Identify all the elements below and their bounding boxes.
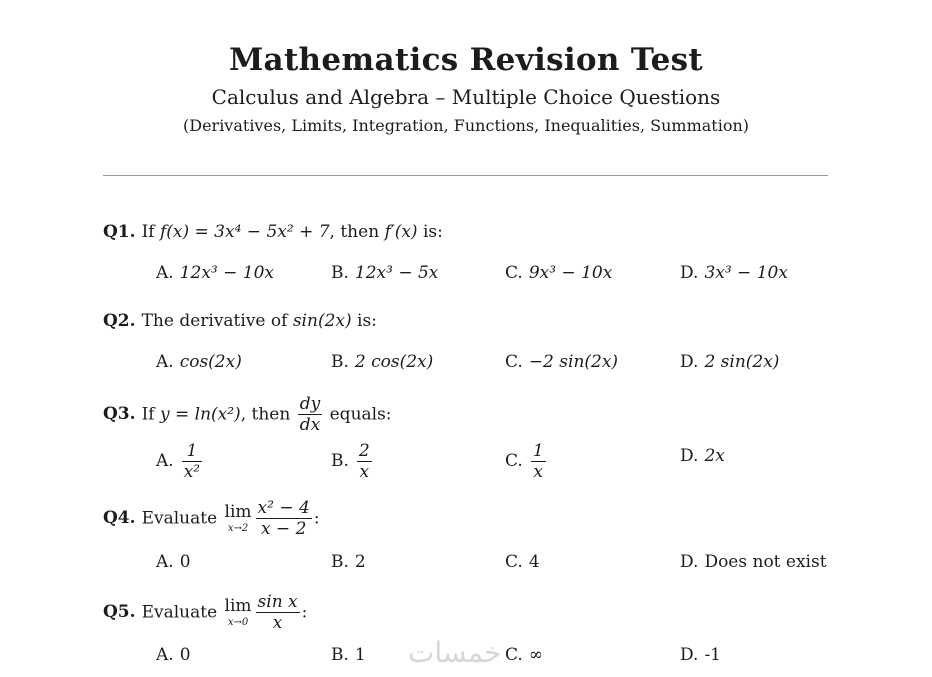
watermark: خمسات (408, 636, 502, 669)
option-label: B. (331, 263, 349, 283)
question-expression: f′(x) (384, 222, 418, 242)
option-b (331, 263, 438, 283)
option-a (156, 645, 191, 665)
question-text: is: (417, 222, 443, 242)
option-d (680, 263, 788, 283)
option-label: A. (156, 263, 174, 283)
option-fraction (357, 441, 372, 483)
option-label: C. (505, 552, 523, 572)
option-value: −2 sin(2x) (528, 352, 619, 372)
option-label: D. (680, 552, 699, 572)
option-value: cos(2x) (179, 352, 242, 372)
question-expression: y = ln(x²) (159, 404, 241, 425)
question-text: : (301, 602, 308, 623)
question-text: equals: (324, 404, 392, 425)
option-label: A. (156, 645, 174, 665)
option-label: D. (680, 263, 699, 283)
option-value: 12x³ − 10x (179, 263, 274, 283)
option-label: C. (505, 352, 523, 372)
limit-subscript: x→2 (227, 522, 249, 534)
page-subtitle: Calculus and Algebra – Multiple Choice Questions (211, 85, 721, 109)
fraction-denominator: x² (183, 462, 201, 483)
option-b (331, 645, 366, 665)
header-divider (103, 175, 828, 176)
question-text: : (313, 508, 320, 529)
question-number: Q5. (103, 602, 136, 623)
question-text: The derivative of (141, 311, 293, 331)
option-d (680, 552, 827, 572)
question-3 (103, 394, 392, 436)
fraction-numerator: sin x (257, 592, 298, 612)
option-value: 2 sin(2x) (704, 352, 780, 372)
question-text: Evaluate (141, 602, 223, 623)
question-4 (103, 498, 320, 540)
limit-operator (224, 595, 252, 628)
option-value: 2 (354, 552, 366, 572)
limit-word: lim (224, 501, 252, 522)
option-label: B. (331, 552, 349, 572)
option-value: -1 (704, 645, 721, 665)
question-text: , then (329, 222, 385, 242)
question-expression: sin(2x) (292, 311, 352, 331)
option-label: A. (156, 552, 174, 572)
question-number: Q2. (103, 311, 136, 331)
option-fraction (182, 441, 202, 483)
option-value: Does not exist (704, 552, 827, 572)
question-expression: f(x) = 3x⁴ − 5x² + 7 (159, 222, 330, 242)
fraction-denominator: x (272, 613, 283, 634)
fraction-denominator: dx (299, 415, 321, 436)
fraction-numerator: 2 (358, 441, 370, 461)
option-value: 12x³ − 5x (354, 263, 439, 283)
option-label: C. (505, 645, 523, 665)
option-a (156, 263, 274, 283)
question-number: Q4. (103, 508, 136, 529)
fraction-denominator: x (359, 462, 370, 483)
option-label: D. (680, 446, 699, 466)
option-b (331, 552, 366, 572)
question-text: is: (351, 311, 377, 331)
option-value: 0 (179, 552, 191, 572)
option-label: C. (505, 263, 523, 283)
option-label: C. (505, 451, 523, 472)
page-title: Mathematics Revision Test (228, 42, 704, 78)
option-value: 3x³ − 10x (704, 263, 788, 283)
option-label: D. (680, 645, 699, 665)
question-fraction (256, 498, 312, 540)
limit-subscript: x→0 (227, 616, 249, 628)
fraction-numerator: 1 (182, 441, 202, 462)
question-5 (103, 592, 307, 634)
option-value: ∞ (528, 645, 543, 665)
option-b (331, 352, 433, 372)
option-b (331, 441, 374, 483)
option-c (505, 441, 548, 483)
question-text: If (141, 404, 160, 425)
fraction-denominator: x (533, 462, 544, 483)
option-d (680, 645, 721, 665)
option-c (505, 352, 618, 372)
option-d (680, 446, 725, 466)
limit-operator (224, 501, 252, 534)
option-value: 1 (354, 645, 366, 665)
option-d (680, 352, 779, 372)
limit-word: lim (224, 595, 252, 616)
fraction-numerator: dy (299, 394, 321, 414)
option-c (505, 552, 540, 572)
topics-line: (Derivatives, Limits, Integration, Functions, Inequalities, Summation) (183, 116, 749, 135)
option-c (505, 645, 543, 665)
option-value: 4 (528, 552, 540, 572)
question-number: Q1. (103, 222, 136, 242)
option-c (505, 263, 612, 283)
question-text: If (141, 222, 160, 242)
question-fraction (298, 394, 323, 436)
option-value: 2x (704, 446, 725, 466)
question-number: Q3. (103, 404, 136, 425)
option-label: A. (156, 352, 174, 372)
question-2 (103, 311, 377, 331)
question-fraction (256, 592, 300, 634)
option-label: D. (680, 352, 699, 372)
question-1 (103, 222, 443, 242)
option-a (156, 352, 242, 372)
option-label: B. (331, 451, 349, 472)
option-a (156, 441, 204, 483)
question-text: Evaluate (141, 508, 223, 529)
option-value: 9x³ − 10x (528, 263, 613, 283)
option-value: 2 cos(2x) (354, 352, 434, 372)
option-value: 0 (179, 645, 191, 665)
option-fraction (531, 441, 546, 483)
option-label: B. (331, 645, 349, 665)
option-label: A. (156, 451, 174, 472)
option-label: B. (331, 352, 349, 372)
fraction-numerator: 1 (532, 441, 544, 461)
fraction-numerator: x² − 4 (257, 498, 310, 518)
fraction-denominator: x − 2 (260, 519, 307, 540)
option-a (156, 552, 191, 572)
question-text: , then (240, 404, 296, 425)
